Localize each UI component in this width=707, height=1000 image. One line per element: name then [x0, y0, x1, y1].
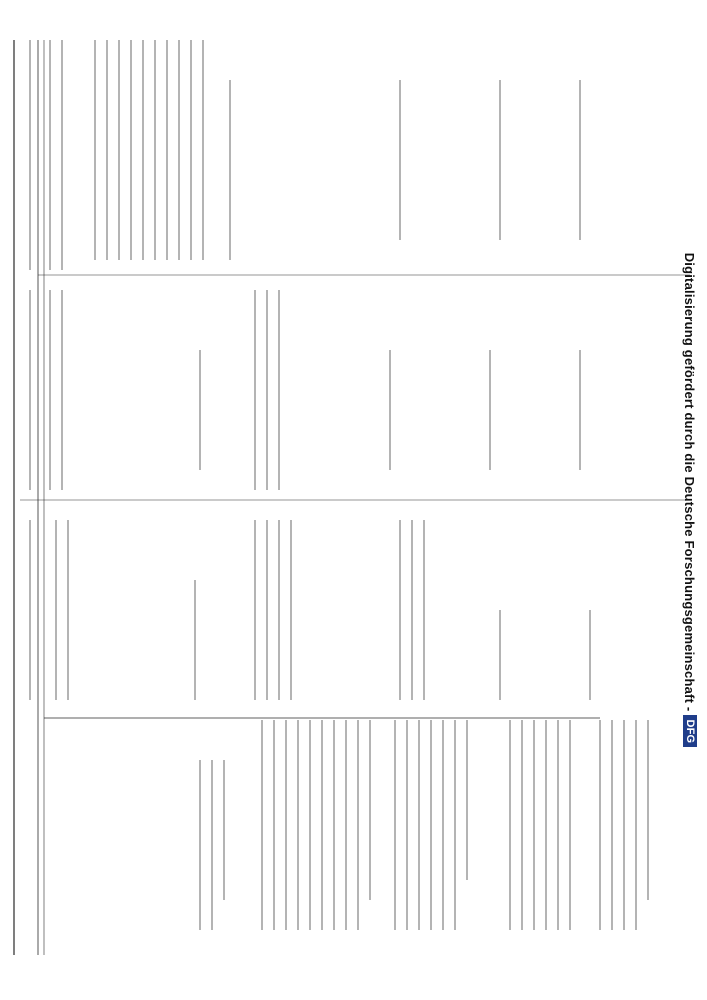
dfg-credit-footer	[680, 0, 700, 1000]
credit-text: Digitalisierung gefördert durch die Deutsche Forschungsgemeinschaft -	[682, 252, 698, 712]
dfg-logo-badge: DFG	[683, 715, 697, 747]
